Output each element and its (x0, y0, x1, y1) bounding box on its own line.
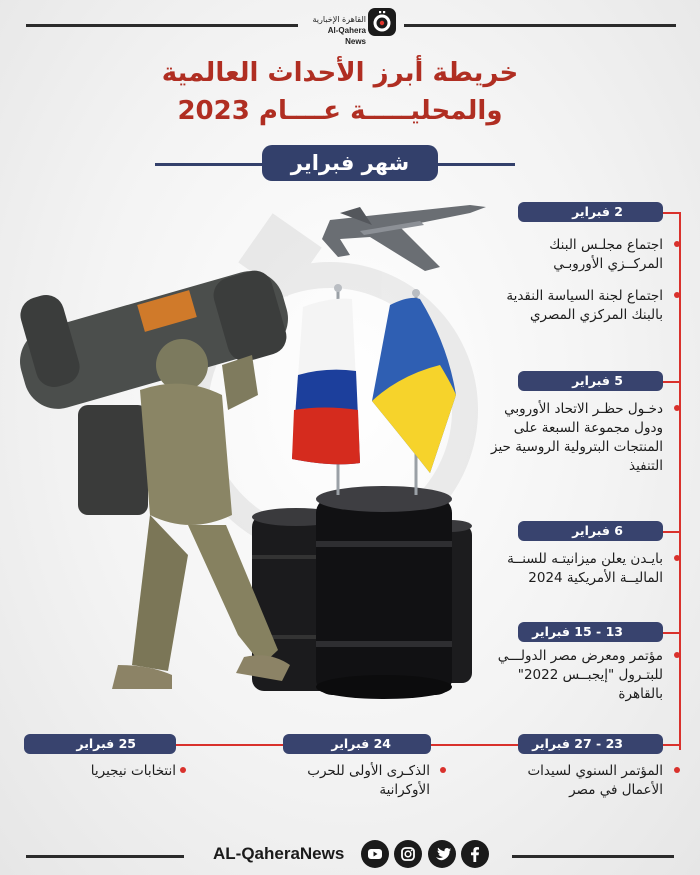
date-pill-feb-24: 24 فبراير (283, 734, 431, 754)
month-rule-right (435, 163, 515, 166)
month-rule-left (155, 163, 265, 166)
timeline-bullet (674, 241, 680, 247)
timeline-bullet (674, 652, 680, 658)
illustration (0, 195, 510, 735)
twitter-icon[interactable] (428, 840, 456, 868)
instagram-icon[interactable] (394, 840, 422, 868)
timeline-bullet (440, 767, 446, 773)
timeline-bullet (674, 555, 680, 561)
youtube-icon[interactable] (361, 840, 389, 868)
date-pill-feb-2: 2 فبراير (518, 202, 663, 222)
timeline-bullet (674, 292, 680, 298)
logo-text (306, 14, 366, 47)
soldier-icon (12, 263, 296, 689)
date-pill-feb-23-27: 23 - 27 فبراير (518, 734, 663, 754)
event-text: اجتماع مجلـس البنك المركــزي الأوروبـي (549, 237, 663, 272)
logo-text-en: Al-Qahera News (327, 26, 366, 46)
footer-brand: AL-QaheraNews (213, 844, 345, 863)
event-text: المؤتمر السنوي لسيدات الأعمال في مصر (527, 763, 663, 798)
header-rule-left (26, 24, 298, 27)
event-text: مؤتمر ومعرض مصر الدولـــي للبتـرول "إيجبــس 2022" بالقاهرة (497, 648, 663, 702)
timeline-bullet (180, 767, 186, 773)
page-title-line2: والمحليـــــة عــــام 2023 (177, 96, 503, 126)
logo-icon (368, 8, 396, 36)
event-text: الذكـرى الأولى للحرب الأوكرانية (307, 763, 430, 798)
logo-text-ar: القاهرة الإخبارية (312, 15, 366, 24)
facebook-icon[interactable] (461, 840, 489, 868)
timeline-bullet (674, 767, 680, 773)
date-pill-feb-6: 6 فبراير (518, 521, 663, 541)
timeline-connector (663, 381, 679, 383)
date-pill-feb-5: 5 فبراير (518, 371, 663, 391)
month-badge: شهر فبراير (262, 145, 438, 181)
event-text: دخـول حظـر الاتحاد الأوروبي ودول مجموعة السبعة على المنتجات البترولية الروسية حيز التنفيذ (491, 401, 663, 474)
timeline-connector (663, 212, 679, 214)
footer-rule-left (26, 855, 184, 858)
timeline-bullet (674, 405, 680, 411)
fighter-jet-icon (322, 205, 486, 271)
header-rule-right (404, 24, 676, 27)
date-pill-feb-13-15: 13 - 15 فبراير (518, 622, 663, 642)
event-text: بايـدن يعلن ميزانيتـه للسنــة الماليــة الأمريكية 2024 (507, 551, 663, 586)
event-text: انتخابات نيجيريا (90, 763, 176, 779)
timeline-connector (663, 531, 679, 533)
russia-flag-icon (292, 284, 360, 495)
footer-rule-right (512, 855, 674, 858)
page-title-line1: خريطة أبرز الأحداث العالمية (161, 58, 519, 88)
timeline-connector (663, 632, 679, 634)
date-pill-feb-25: 25 فبراير (24, 734, 176, 754)
event-text: اجتماع لجنة السياسة النقدية بالبنك المركزي المصري (506, 288, 663, 323)
